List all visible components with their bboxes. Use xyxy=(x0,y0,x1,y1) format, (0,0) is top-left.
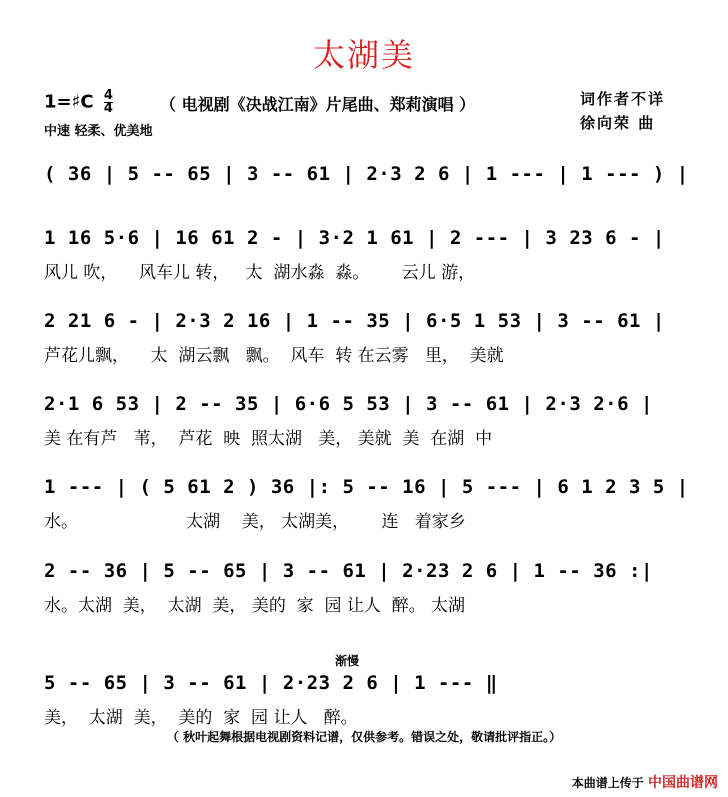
time-bottom: 4 xyxy=(103,101,113,116)
notation-row: 5 -- 65 | 3 -- 61 | 2·23 2 6 | 1 --- ‖ xyxy=(44,672,498,694)
time-top: 4 xyxy=(103,88,113,103)
site-logo: 中国曲谱网 xyxy=(648,775,718,791)
key-signature xyxy=(44,90,113,115)
notation-row: 1 16 5·6 | 16 61 2 - | 3·2 1 61 | 2 --- | 3 23 6 - | xyxy=(44,227,665,249)
lyrics-row: 水。太湖 美， 太湖 美， 美的 家 园 让人 醉。 太湖 xyxy=(44,596,466,616)
lyrics-row: 美， 太湖 美， 美的 家 园 让人 醉。 xyxy=(44,708,358,728)
lyrics-row: 芦花儿飘， 太 湖云飘 飘。 风车 转 在云雾 里， 美就 xyxy=(44,346,504,366)
notation-row: 1 --- | ( 5 61 2 ) 36 |: 5 -- 16 | 5 --- | 6 1 2 3 5 | xyxy=(44,476,689,498)
notation-row: 2 21 6 - | 2·3 2 16 | 1 -- 35 | 6·5 1 53 | 3 -- 61 | xyxy=(44,310,665,332)
key-text: 1=♯C xyxy=(44,91,94,113)
footer xyxy=(572,772,718,792)
tempo-marking: 中速 轻柔、优美地 xyxy=(44,124,153,139)
lyrics-row: 水。 太湖 美， 太湖美， 连 着家乡 xyxy=(44,512,466,532)
notation-row: ( 36 | 5 -- 65 | 3 -- 61 | 2·3 2 6 | 1 --- | 1 --- ) | xyxy=(44,163,689,185)
time-signature xyxy=(104,90,113,115)
footnote: （ 秋叶起舞根据电视剧资料记谱，仅供参考。错误之处，敬请批评指正。） xyxy=(166,730,562,744)
lyrics-row: 美 在有芦 苇， 芦花 映 照太湖 美， 美就 美 在湖 中 xyxy=(44,429,493,449)
page-title: 太湖美 xyxy=(312,36,415,74)
footer-upload-text: 本曲谱上传于 xyxy=(571,776,644,790)
slow-marking: 渐慢 xyxy=(335,654,360,668)
composer-credit: 徐向荣 曲 xyxy=(580,114,656,132)
notation-row: 2 -- 36 | 5 -- 65 | 3 -- 61 | 2·23 2 6 | 1 -- 36 :| xyxy=(44,560,653,582)
subtitle: （ 电视剧《决战江南》片尾曲、郑莉演唱 ） xyxy=(160,95,476,114)
notation-row: 2·1 6 53 | 2 -- 35 | 6·6 5 53 | 3 -- 61 | 2·3 2·6 | xyxy=(44,393,653,415)
lyrics-row: 风儿 吹， 风车儿 转， 太 湖水淼 淼。 云儿 游， xyxy=(44,263,476,283)
lyricist-credit: 词作者不详 xyxy=(580,90,666,108)
